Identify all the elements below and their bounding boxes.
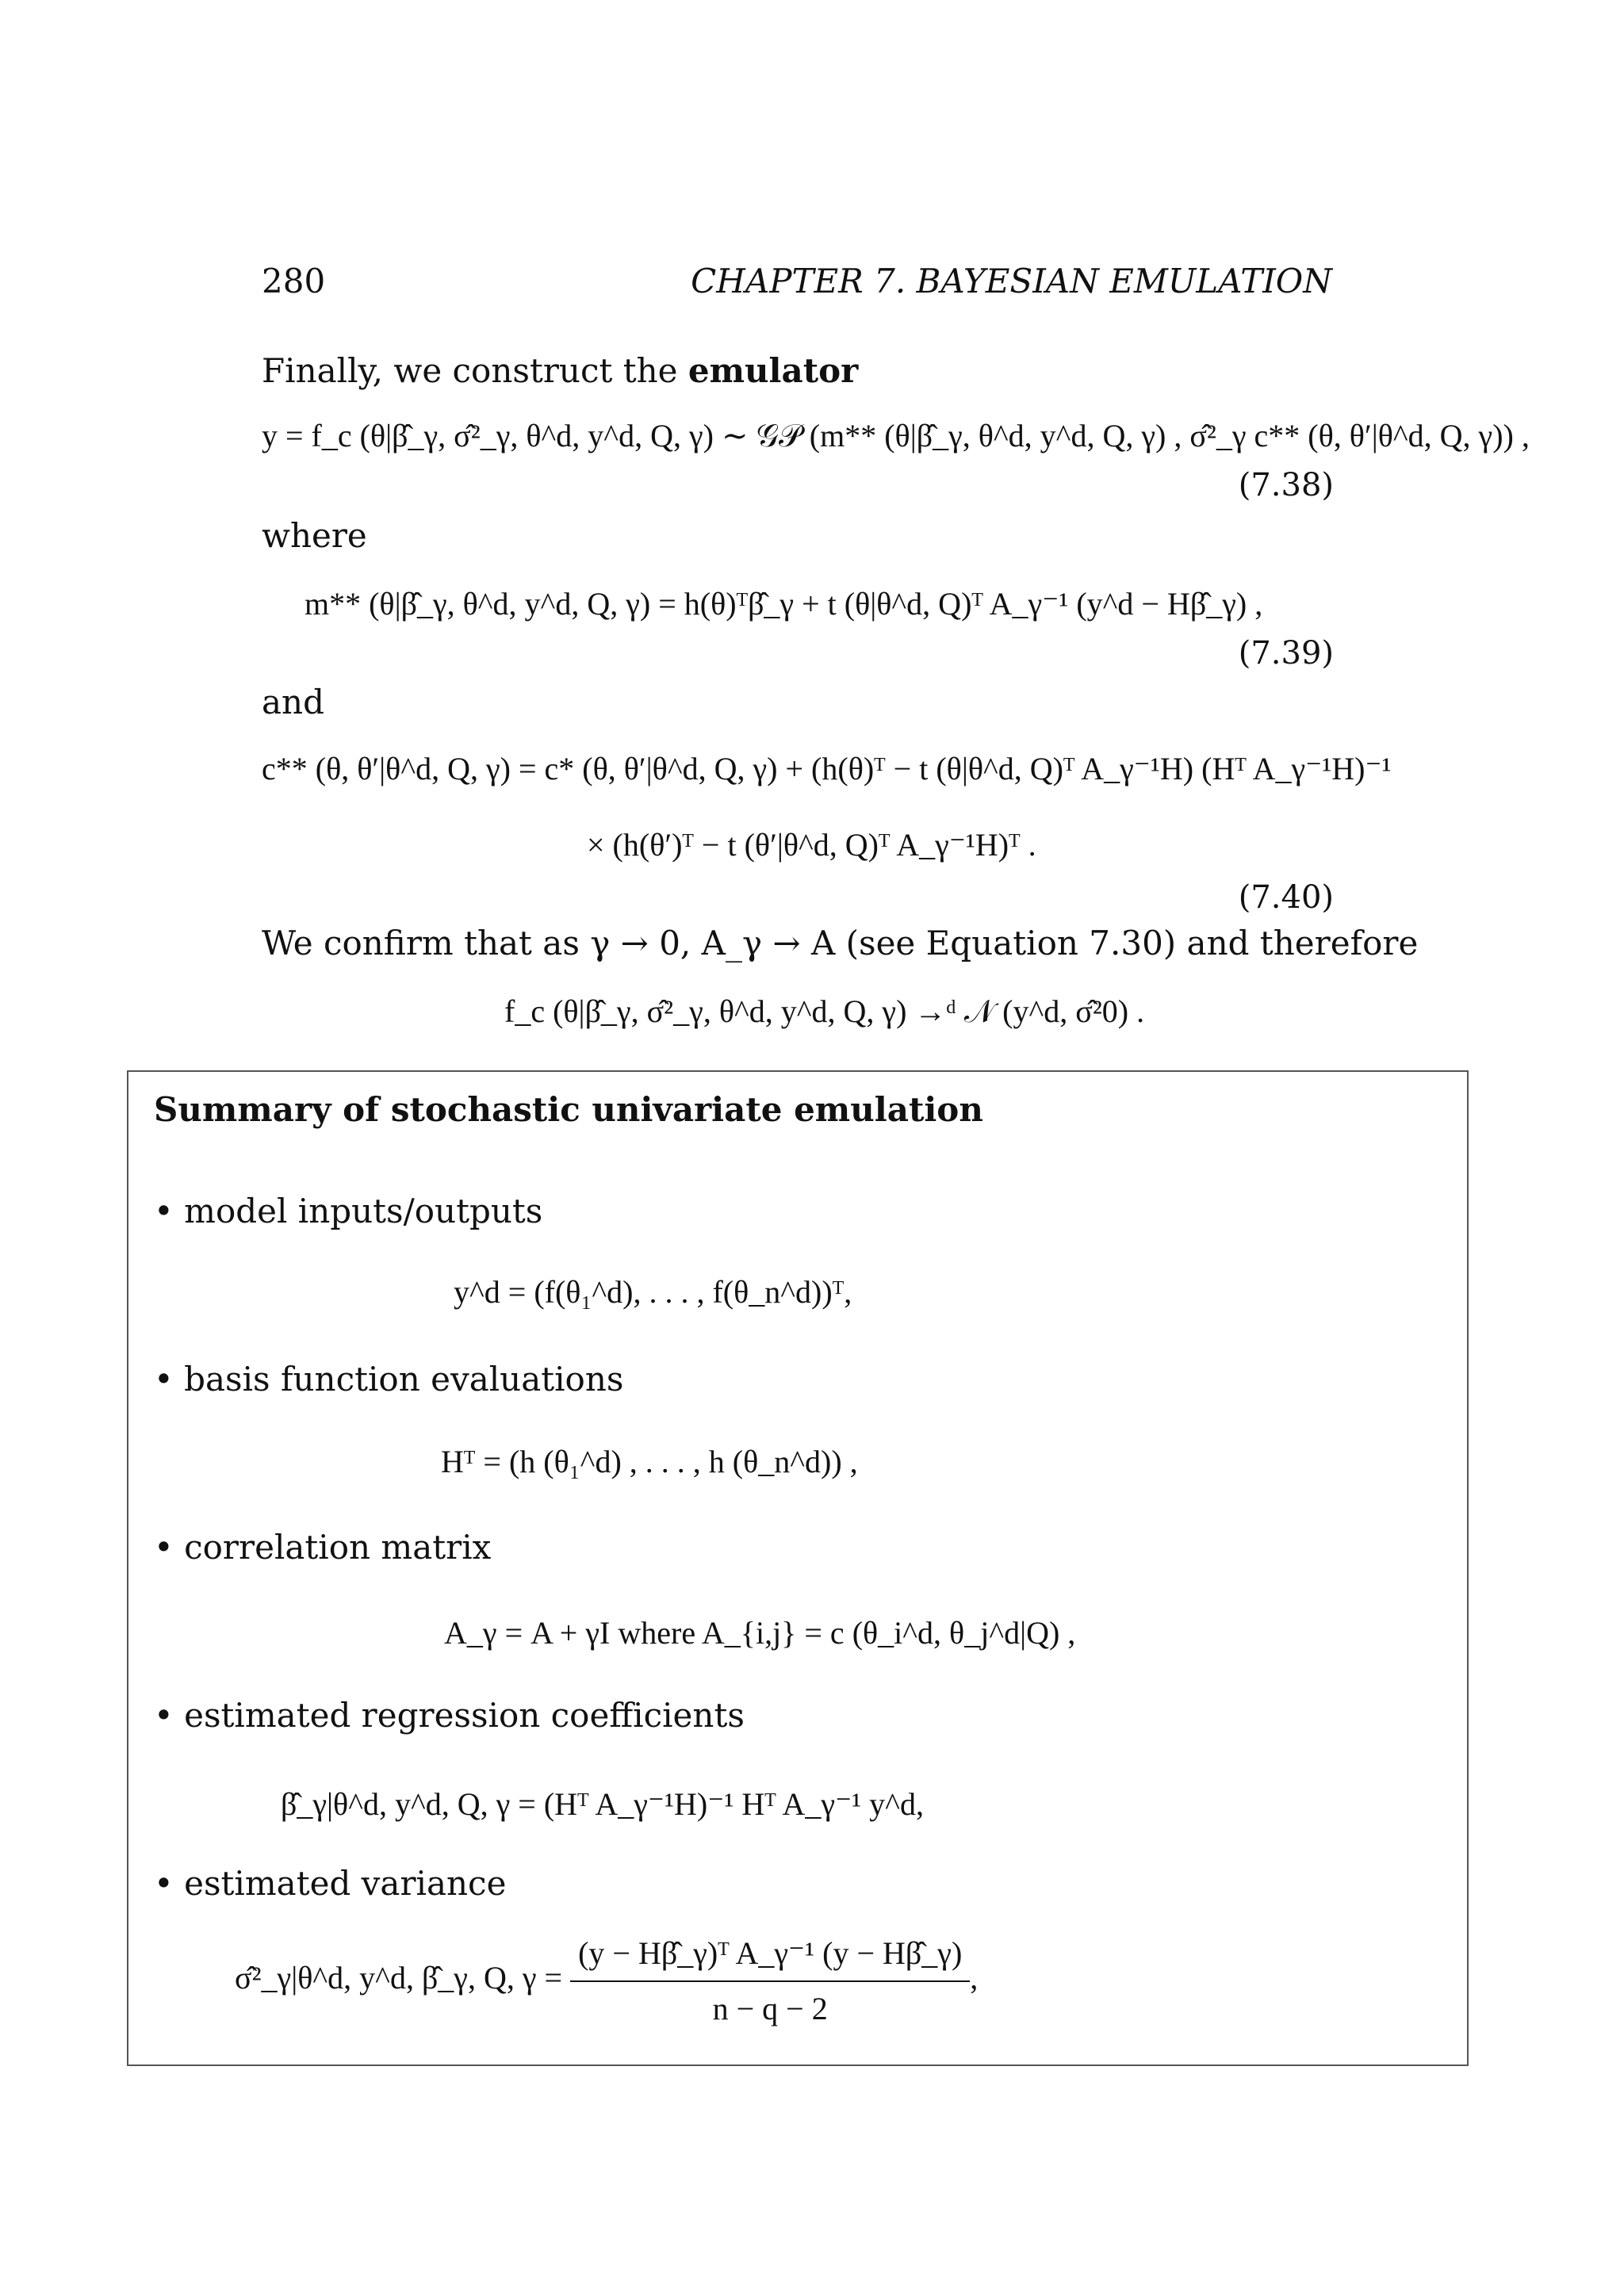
chapter-heading: CHAPTER 7. BAYESIAN EMULATION xyxy=(691,262,1332,300)
summary-item-variance: • estimated variance xyxy=(154,1864,507,1903)
equation-7-38: y = f_c (θ|β̂_γ, σ̂²_γ, θ^d, y^d, Q, γ) ∼ 𝒢𝒫 (m** (θ|β̂_γ, θ^d, y^d, Q, γ) , σ̂²_γ c** (θ, θ′|θ^d, Q, γ)) , xyxy=(262,418,1530,453)
variance-tail: , xyxy=(970,1960,979,1996)
summary-item-correlation: • correlation matrix xyxy=(154,1528,492,1567)
where-label: where xyxy=(262,516,367,555)
confirm-text: We confirm that as γ → 0, A_γ → A (see Equation 7.30) and therefore xyxy=(262,924,1419,962)
summary-eq-correlation: A_γ = A + γI where A_{i,j} = c (θ_i^d, θ_j^d|Q) , xyxy=(444,1615,1076,1651)
equation-number-7-38: (7.38) xyxy=(1238,467,1334,503)
emulator-term: emulator xyxy=(688,351,859,390)
summary-eq-basis: Hᵀ = (h (θ₁^d) , . . . , h (θ_n^d)) , xyxy=(441,1444,858,1479)
equation-7-40-line1: c** (θ, θ′|θ^d, Q, γ) = c* (θ, θ′|θ^d, Q, γ) + (h(θ)ᵀ − t (θ|θ^d, Q)ᵀ A_γ⁻¹H) (Hᵀ A_γ⁻¹H)⁻¹ xyxy=(262,751,1392,786)
summary-item-basis: • basis function evaluations xyxy=(154,1360,624,1399)
page-number: 280 xyxy=(262,262,326,300)
intro-sentence xyxy=(262,350,858,392)
equation-number-7-39: (7.39) xyxy=(1238,635,1334,672)
equation-limit: f_c (θ|β̂_γ, σ̂²_γ, θ^d, y^d, Q, γ) →ᵈ 𝒩 (y^d, σ̂²0) . xyxy=(504,993,1145,1029)
and-label: and xyxy=(262,683,324,721)
summary-eq-outputs: y^d = (f(θ₁^d), . . . , f(θ_n^d))ᵀ, xyxy=(454,1274,852,1310)
variance-lhs: σ̂²_γ|θ^d, y^d, β̂_γ, Q, γ = xyxy=(235,1960,563,1996)
equation-number-7-40: (7.40) xyxy=(1238,879,1334,916)
summary-item-model-io: • model inputs/outputs xyxy=(154,1192,543,1230)
equation-7-40-line2: × (h(θ′)ᵀ − t (θ′|θ^d, Q)ᵀ A_γ⁻¹H)ᵀ . xyxy=(587,827,1036,863)
variance-numerator: (y − Hβ̂_γ)ᵀ A_γ⁻¹ (y − Hβ̂_γ) xyxy=(570,1931,970,1982)
intro-prefix: Finally, we construct the xyxy=(262,351,688,390)
summary-item-regression: • estimated regression coefficients xyxy=(154,1696,745,1735)
summary-eq-regression: β̂_γ|θ^d, y^d, Q, γ = (Hᵀ A_γ⁻¹H)⁻¹ Hᵀ A_γ⁻¹ y^d, xyxy=(281,1786,924,1822)
variance-denominator: n − q − 2 xyxy=(712,1991,828,2026)
variance-fraction xyxy=(570,1931,970,2031)
equation-7-39: m** (θ|β̂_γ, θ^d, y^d, Q, γ) = h(θ)ᵀβ̂_γ + t (θ|θ^d, Q)ᵀ A_γ⁻¹ (y^d − Hβ̂_γ) , xyxy=(304,586,1263,622)
summary-eq-variance xyxy=(235,1931,978,2031)
summary-title: Summary of stochastic univariate emulation xyxy=(154,1090,983,1129)
